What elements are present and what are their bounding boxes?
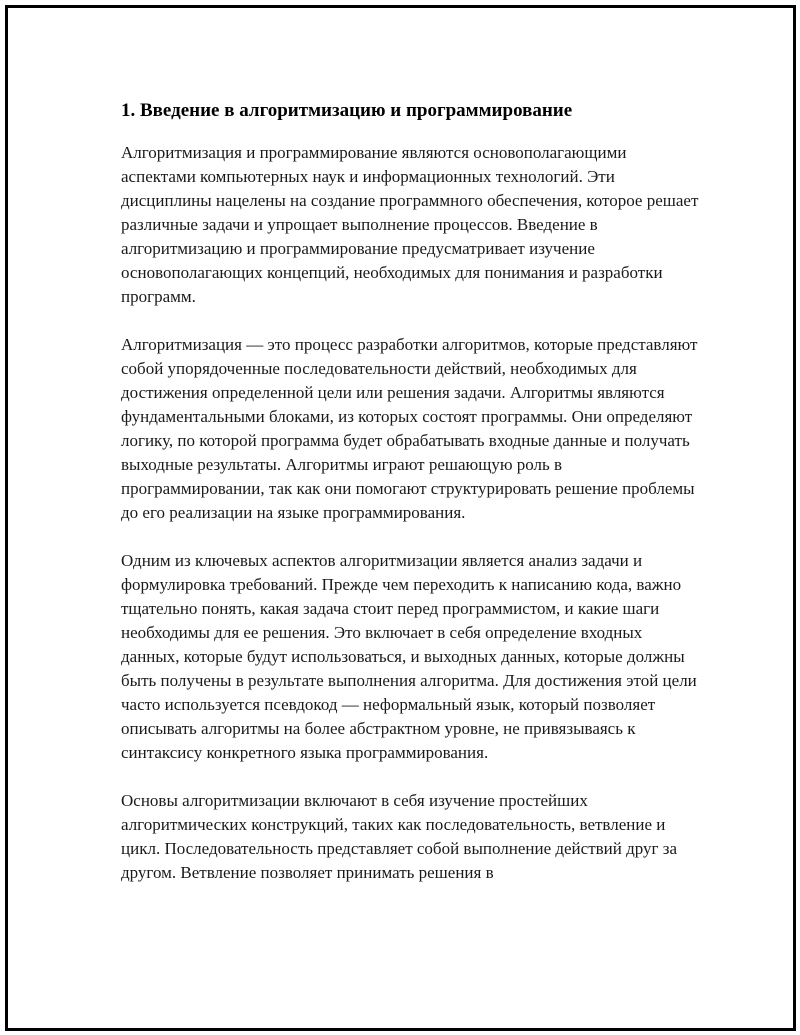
paragraph: Одним из ключевых аспектов алгоритмизации является анализ задачи и формулировка требований. Прежде чем переходить к написанию кода, важно тщательно понять, какая задача стоит перед программистом, и какие шаги необходимы для ее решения. Это включает в себя определение входных данных, которые будут использоваться, и выходных данных, которые должны быть получены в результате выполнения алгоритма. Для достижения этой цели часто используется псевдокод — неформальный язык, который позволяет описывать алгоритмы на более абстрактном уровне, не привязываясь к синтаксису конкретного языка программирования. (121, 550, 697, 762)
paragraph: Алгоритмизация и программирование являются основополагающими аспектами компьютерных наук и информационных технологий. Эти дисциплины нацелены на создание программного обеспечения, которое решает различные задачи и упрощает выполнение процессов. Введение в алгоритмизацию и программирование предусматривает изучение основополагающих концепций, необходимых для понимания и разработки программ. (121, 142, 699, 306)
page (5, 5, 796, 1031)
section-heading: 1. Введение в алгоритмизацию и программирование (121, 100, 573, 121)
paragraph: Основы алгоритмизации включают в себя изучение простейших алгоритмических конструкций, таких как последовательность, ветвление и цикл. Последовательность представляет собой выполнение действий друг за другом. Ветвление позволяет принимать решения в (121, 790, 678, 882)
paragraph: Алгоритмизация — это процесс разработки алгоритмов, которые представляют собой упорядоченные последовательности действий, необходимых для достижения определенной цели или решения задачи. Алгоритмы являются фундаментальными блоками, из которых состоят программы. Они определяют логику, по которой программа будет обрабатывать входные данные и получать выходные результаты. Алгоритмы играют решающую роль в программировании, так как они помогают структурировать решение проблемы до его реализации на языке программирования. (121, 334, 698, 522)
document-body (121, 98, 701, 909)
